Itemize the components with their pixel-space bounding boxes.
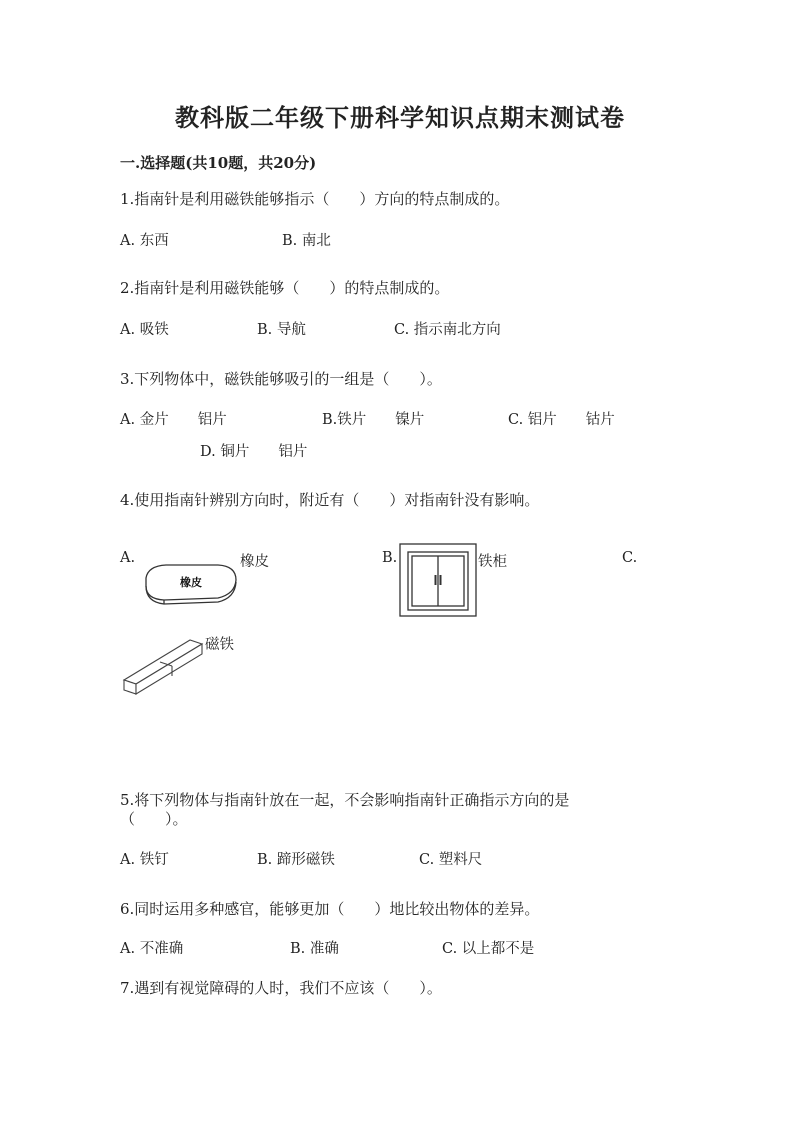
- eraser-image: [140, 558, 240, 610]
- question-7: 7.遇到有视觉障碍的人时，我们不应该（ ）。: [120, 979, 442, 997]
- section-heading: 一.选择题(共10题，共20分): [120, 154, 317, 172]
- q6-option-b: B. 准确: [290, 941, 339, 957]
- q2-option-b: B. 导航: [257, 322, 306, 338]
- q3-option-b: B.铁片 镍片: [322, 412, 425, 428]
- q6-option-a: A. 不准确: [120, 941, 184, 957]
- question-5: 5.将下列物体与指南针放在一起，不会影响指南针正确指示方向的是: [120, 791, 570, 809]
- q4-option-b-letter: B.: [382, 550, 398, 566]
- bar-magnet-image: [118, 638, 208, 700]
- q1-option-b: B. 南北: [282, 233, 331, 249]
- question-1: 1.指南针是利用磁铁能够指示（ ）方向的特点制成的。: [120, 190, 510, 208]
- q4-option-c-letter: C.: [622, 550, 638, 566]
- question-3: 3.下列物体中，磁铁能够吸引的一组是（ ）。: [120, 370, 442, 388]
- q5-option-a: A. 铁钉: [120, 852, 169, 868]
- question-5-line2: （ ）。: [120, 810, 188, 828]
- eraser-label: 橡皮: [180, 576, 202, 589]
- q4-option-b-label: 铁柜: [478, 554, 507, 570]
- q4-option-c-label: 磁铁: [205, 637, 234, 653]
- q3-option-d: D. 铜片 铝片: [200, 444, 308, 460]
- q5-option-b: B. 蹄形磁铁: [257, 852, 335, 868]
- q2-option-a: A. 吸铁: [120, 322, 169, 338]
- question-6: 6.同时运用多种感官，能够更加（ ）地比较出物体的差异。: [120, 900, 540, 918]
- question-4: 4.使用指南针辨别方向时，附近有（ ）对指南针没有影响。: [120, 491, 540, 509]
- q5-option-c: C. 塑料尺: [419, 852, 483, 868]
- question-2: 2.指南针是利用磁铁能够（ ）的特点制成的。: [120, 279, 450, 297]
- iron-cabinet-image: [398, 542, 480, 620]
- q4-option-a-letter: A.: [120, 550, 136, 566]
- q6-option-c: C. 以上都不是: [442, 941, 535, 957]
- q2-option-c: C. 指示南北方向: [394, 322, 501, 338]
- q3-option-a: A. 金片 铝片: [120, 412, 227, 428]
- q1-option-a: A. 东西: [120, 233, 169, 249]
- q3-option-c: C. 铝片 钴片: [508, 412, 615, 428]
- page-title: 教科版二年级下册科学知识点期末测试卷: [175, 103, 625, 132]
- q4-option-a-label: 橡皮: [240, 554, 269, 570]
